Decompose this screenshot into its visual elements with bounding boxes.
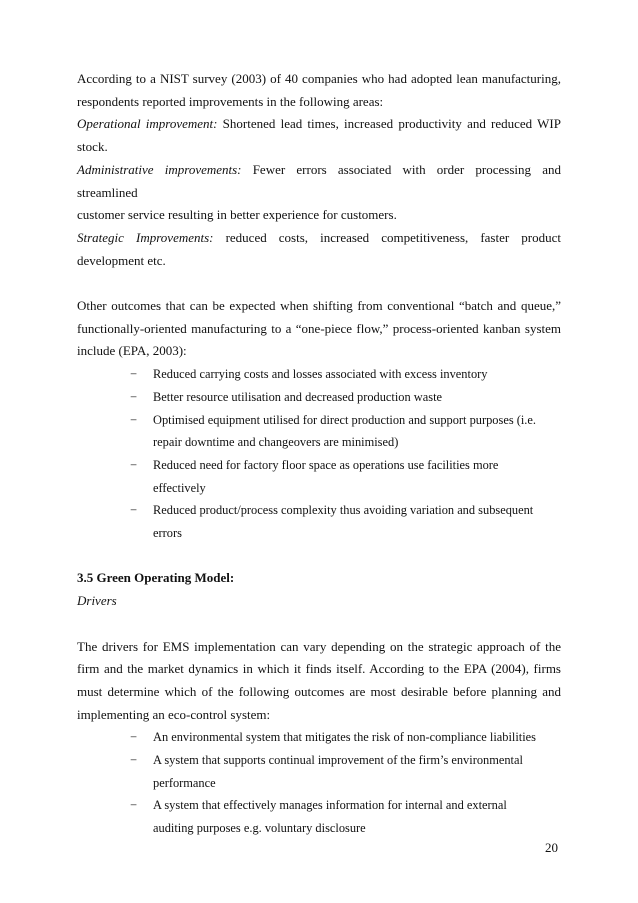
para1-line2: respondents reported improvements in the following areas: <box>77 93 384 109</box>
para3-line1: The drivers for EMS implementation can vary depending on the strategic approach of the <box>77 638 561 654</box>
para3-line4: implementing an eco-control system: <box>77 706 271 722</box>
operational-improvement-line2: stock. <box>77 139 108 155</box>
para1-line1: According to a NIST survey (2003) of 40 companies who had adopted lean manufacturing, <box>77 71 561 86</box>
strategic-improvements-label: Strategic Improvements: <box>77 229 214 245</box>
list-item: − Reduced need for factory floor space as operations use facilities more effectively <box>130 457 499 495</box>
section-heading: 3.5 Green Operating Model: <box>77 570 235 586</box>
outcomes-list <box>77 363 561 545</box>
list-item: − Better resource utilisation and decreased production waste <box>130 389 443 404</box>
para3-line2: firm and the market dynamics in which it finds itself. According to the EPA (2004), firms <box>77 661 561 677</box>
administrative-improvements-line2: customer service resulting in better experience for customers. <box>77 207 397 223</box>
administrative-improvements-line1: Administrative improvements: Fewer errors associated with order processing and streamlined <box>77 161 561 200</box>
para3-line3: must determine which of the following outcomes are most desirable before planning and <box>77 683 561 699</box>
page-number: 20 <box>545 840 558 855</box>
operational-improvement-label: Operational improvement: <box>77 116 218 132</box>
para2-line3: include (EPA, 2003): <box>77 343 187 359</box>
list-item: − An environmental system that mitigates the risk of non-compliance liabilities <box>130 730 536 745</box>
list-item: − Reduced carrying costs and losses associated with excess inventory <box>130 367 488 382</box>
strategic-improvements-line2: development etc. <box>77 252 166 268</box>
strategic-improvements-line1: Strategic Improvements: reduced costs, increased competitiveness, faster product <box>77 229 561 245</box>
document-page <box>77 68 561 840</box>
section-subheading: Drivers <box>77 593 117 609</box>
list-item: − A system that supports continual improvement of the firm’s environmental performance <box>130 753 523 790</box>
list-item: − A system that effectively manages information for internal and external auditing purposes e.g. voluntary disclosure <box>130 798 507 836</box>
operational-improvement-line1: Operational improvement: Shortened lead times, increased productivity and reduced WIP <box>77 116 561 132</box>
list-item: − Reduced product/process complexity thus avoiding variation and subsequent errors <box>130 503 534 541</box>
administrative-improvements-label: Administrative improvements: <box>77 161 242 177</box>
ems-outcomes-list <box>77 726 561 840</box>
para2-line1: Other outcomes that can be expected when shifting from conventional “batch and queue,” <box>77 298 561 314</box>
list-item: − Optimised equipment utilised for direct production and support purposes (i.e. repair downtime and changeovers are minimised) <box>130 412 537 450</box>
para2-line2: functionally-oriented manufacturing to a “one-piece flow,” process-oriented kanban system <box>77 320 561 336</box>
